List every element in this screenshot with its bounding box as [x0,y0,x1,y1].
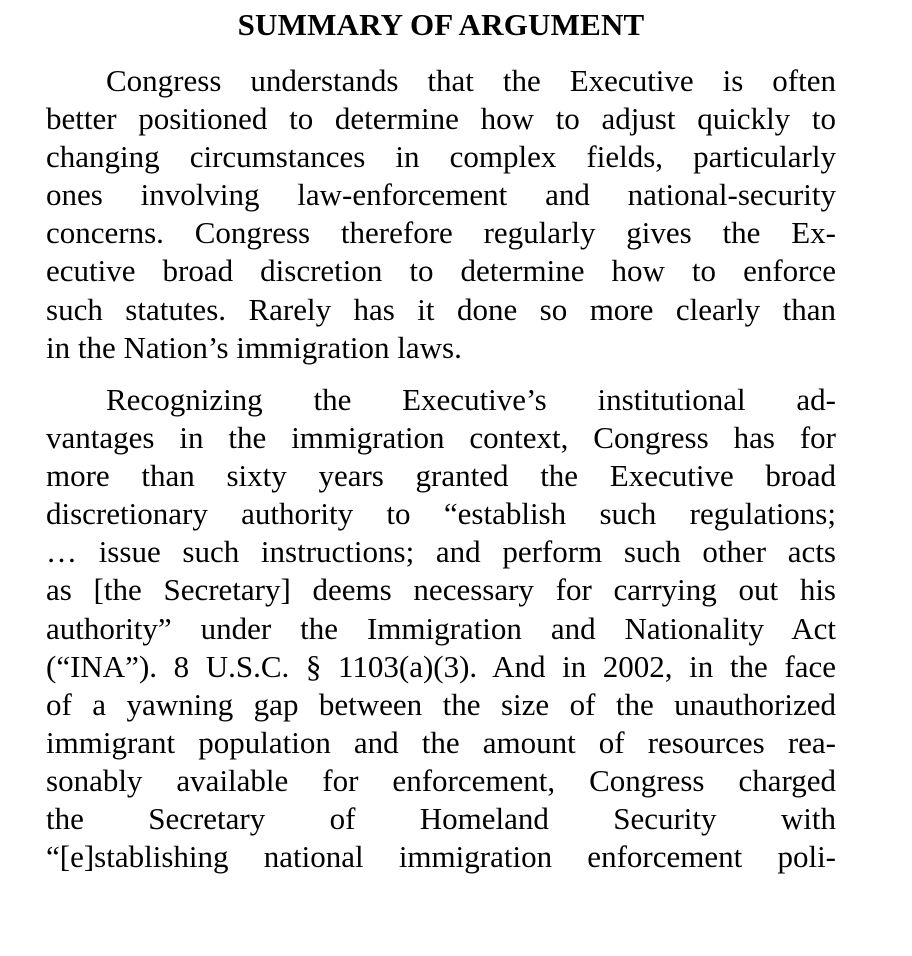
text-line: ecutive broad discretion to determine how to enforce [46,253,836,289]
section-heading: SUMMARY OF ARGUMENT [237,7,645,42]
text-line: Recognizing the Executive’s institutional ad- [106,382,836,417]
text-line: of a yawning gap between the size of the unauthorized [46,686,836,722]
text-line: such statutes. Rarely has it done so more clearly than [46,291,836,327]
paragraph-1 [46,62,836,367]
paragraph-2 [46,381,836,876]
text-line: authority” under the Immigration and Nationality Act [46,610,836,646]
text-line: changing circumstances in complex fields, particularly [46,139,836,175]
text-line: concerns. Congress therefore regularly gives the Ex- [46,215,836,251]
text-line: as [the Secretary] deems necessary for carrying out his [46,572,836,608]
text-line: sonably available for enforcement, Congress charged [46,762,836,798]
text-line: in the Nation’s immigration laws. [46,329,462,365]
text-line: vantages in the immigration context, Congress has for [46,420,836,456]
text-line: … issue such instructions; and perform such other acts [46,534,836,570]
text-line: Congress understands that the Executive is often [106,63,836,98]
text-line: the Secretary of Homeland Security with [46,801,836,837]
text-line: immigrant population and the amount of resources rea- [46,724,836,760]
text-line: better positioned to determine how to adjust quickly to [46,101,836,137]
text-line: (“INA”). 8 U.S.C. § 1103(a)(3). And in 2002, in the face [46,648,836,684]
text-line: more than sixty years granted the Executive broad [46,458,836,494]
text-line: discretionary authority to “establish such regulations; [46,496,836,532]
text-line: ones involving law-enforcement and national-security [46,177,836,213]
text-line: “[e]stablishing national immigration enforcement poli- [46,839,836,875]
